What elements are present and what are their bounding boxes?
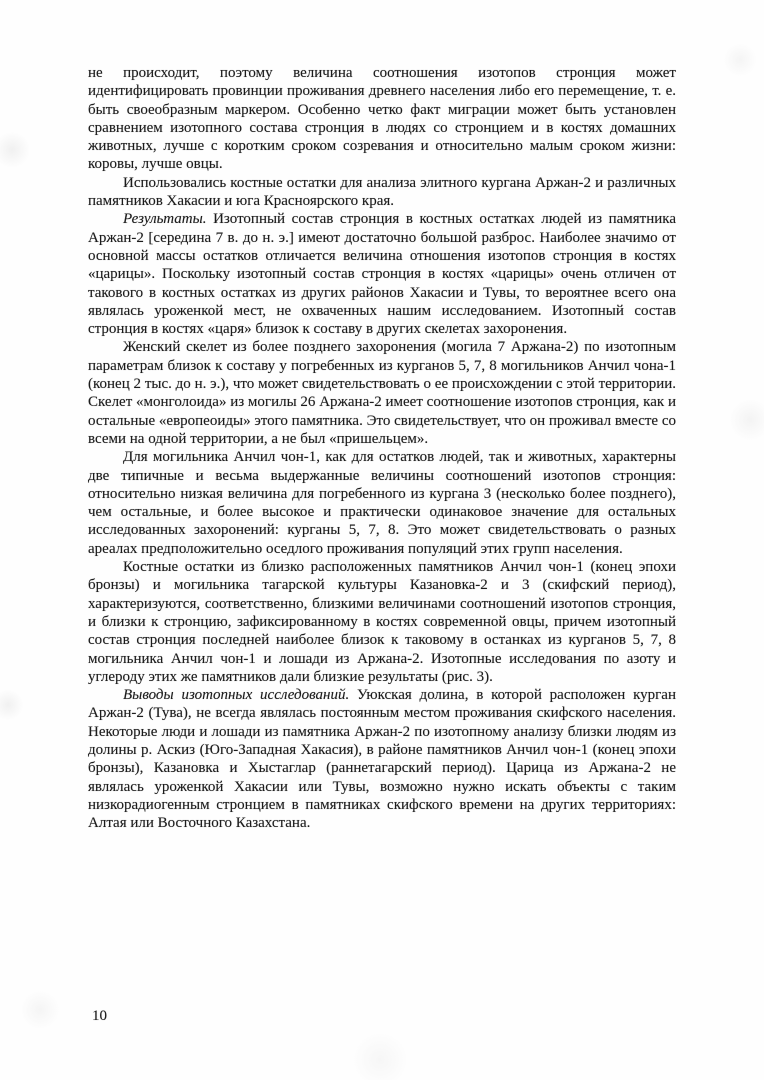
paragraph: Использовались костные остатки для анализа элитного кургана Аржан-2 и различных памятников Хакасии и юга Красноярского края. xyxy=(88,174,676,210)
paragraph: Выводы изотопных исследований. Уюкская долина, в которой расположен курган Аржан-2 (Тува), не всегда являлась постоянным местом проживания скифского населения. Некоторые люди и лошади из памятника Аржан-2 по изотопному анализу близки людям из долины р. Аскиз (Юго-Западная Хакасия), в районе памятников Анчил чон-1 (конец эпохи бронзы), Казановка и Хыстаглар (раннетагарский период). Царица из Аржана-2 не являлась уроженкой Хакасии или Тувы, возможно нужно искать объекты с таким низкорадиогенным стронцием в памятниках скифского времени на других территориях: Алтая или Восточного Казахстана. xyxy=(88,687,676,832)
document-body xyxy=(88,64,676,832)
paragraph: Для могильника Анчил чон-1, как для остатков людей, так и животных, характерны две типичные и весьма выдержанные величины соотношений изотопов стронция: относительно низкая величина для погребенного из кургана 3 (несколько более позднего), чем остальные, и более высокое и практически одинаковое значение для остальных исследованных захоронений: курганы 5, 7, 8. Это может свидетельствовать о разных ареалах предположительно оседлого проживания популяций этих групп населения. xyxy=(88,449,676,557)
paragraph-lead-italic: Результаты. xyxy=(123,211,207,228)
paragraph: не происходит, поэтому величина соотношения изотопов стронция может идентифицировать провинции проживания древнего населения либо его перемещение, т. е. быть своеобразным маркером. Особенно четко факт миграции может быть установлен сравнением изотопного состава стронция в людях со стронцием и в костях домашних животных, лучше с коротким сроком созревания и относительно малым сроком жизни: коровы, лучше овцы. xyxy=(88,65,676,173)
paragraph-lead-italic: Выводы изотопных исследований. xyxy=(123,687,350,704)
page-number: 10 xyxy=(92,1008,107,1024)
paragraph: Женский скелет из более позднего захоронения (могила 7 Аржана-2) по изотопным параметрам близок к составу у погребенных из курганов 5, 7, 8 могильников Анчил чона-1 (конец 2 тыс. до н. э.), что может свидетельствовать о ее происхождении с этой территории. Скелет «монголоида» из могилы 26 Аржана-2 имеет соотношение изотопов стронция, как и остальные «европеоиды» этого памятника. Это свидетельствует, что он проживал вместе со всеми на одной территории, а не был «пришельцем». xyxy=(88,339,676,447)
paragraph: Костные остатки из близко расположенных памятников Анчил чон-1 (конец эпохи бронзы) и могильника тагарской культуры Казановка-2 и 3 (скифский период), характеризуются, соответственно, близкими величинами соотношений изотопов стронция, и близки к стронцию, зафиксированному в костях современной овцы, причем изотопный состав стронция последней наиболее близок к таковому в останках из курганов 5, 7, 8 могильника Анчил чон-1 и лошади из Аржана-2. Изотопные исследования по азоту и углероду этих же памятников дали близкие результаты (рис. 3). xyxy=(88,559,676,685)
paragraph: Результаты. Изотопный состав стронция в костных остатках людей из памятника Аржан-2 [середина 7 в. до н. э.] имеют достаточно большой разброс. Наиболее значимо от основной массы остатков отличается величина отношения изотопов стронция в костях «царицы». Поскольку изотопный состав стронция в костях «царицы» очень отличен от такового в костных остатках из других районов Хакасии и Тувы, то вероятнее всего она являлась уроженкой мест, не охваченных нашим исследованием. Изотопный состав стронция в костях «царя» близок к составу в других скелетах захоронения. xyxy=(88,211,676,338)
